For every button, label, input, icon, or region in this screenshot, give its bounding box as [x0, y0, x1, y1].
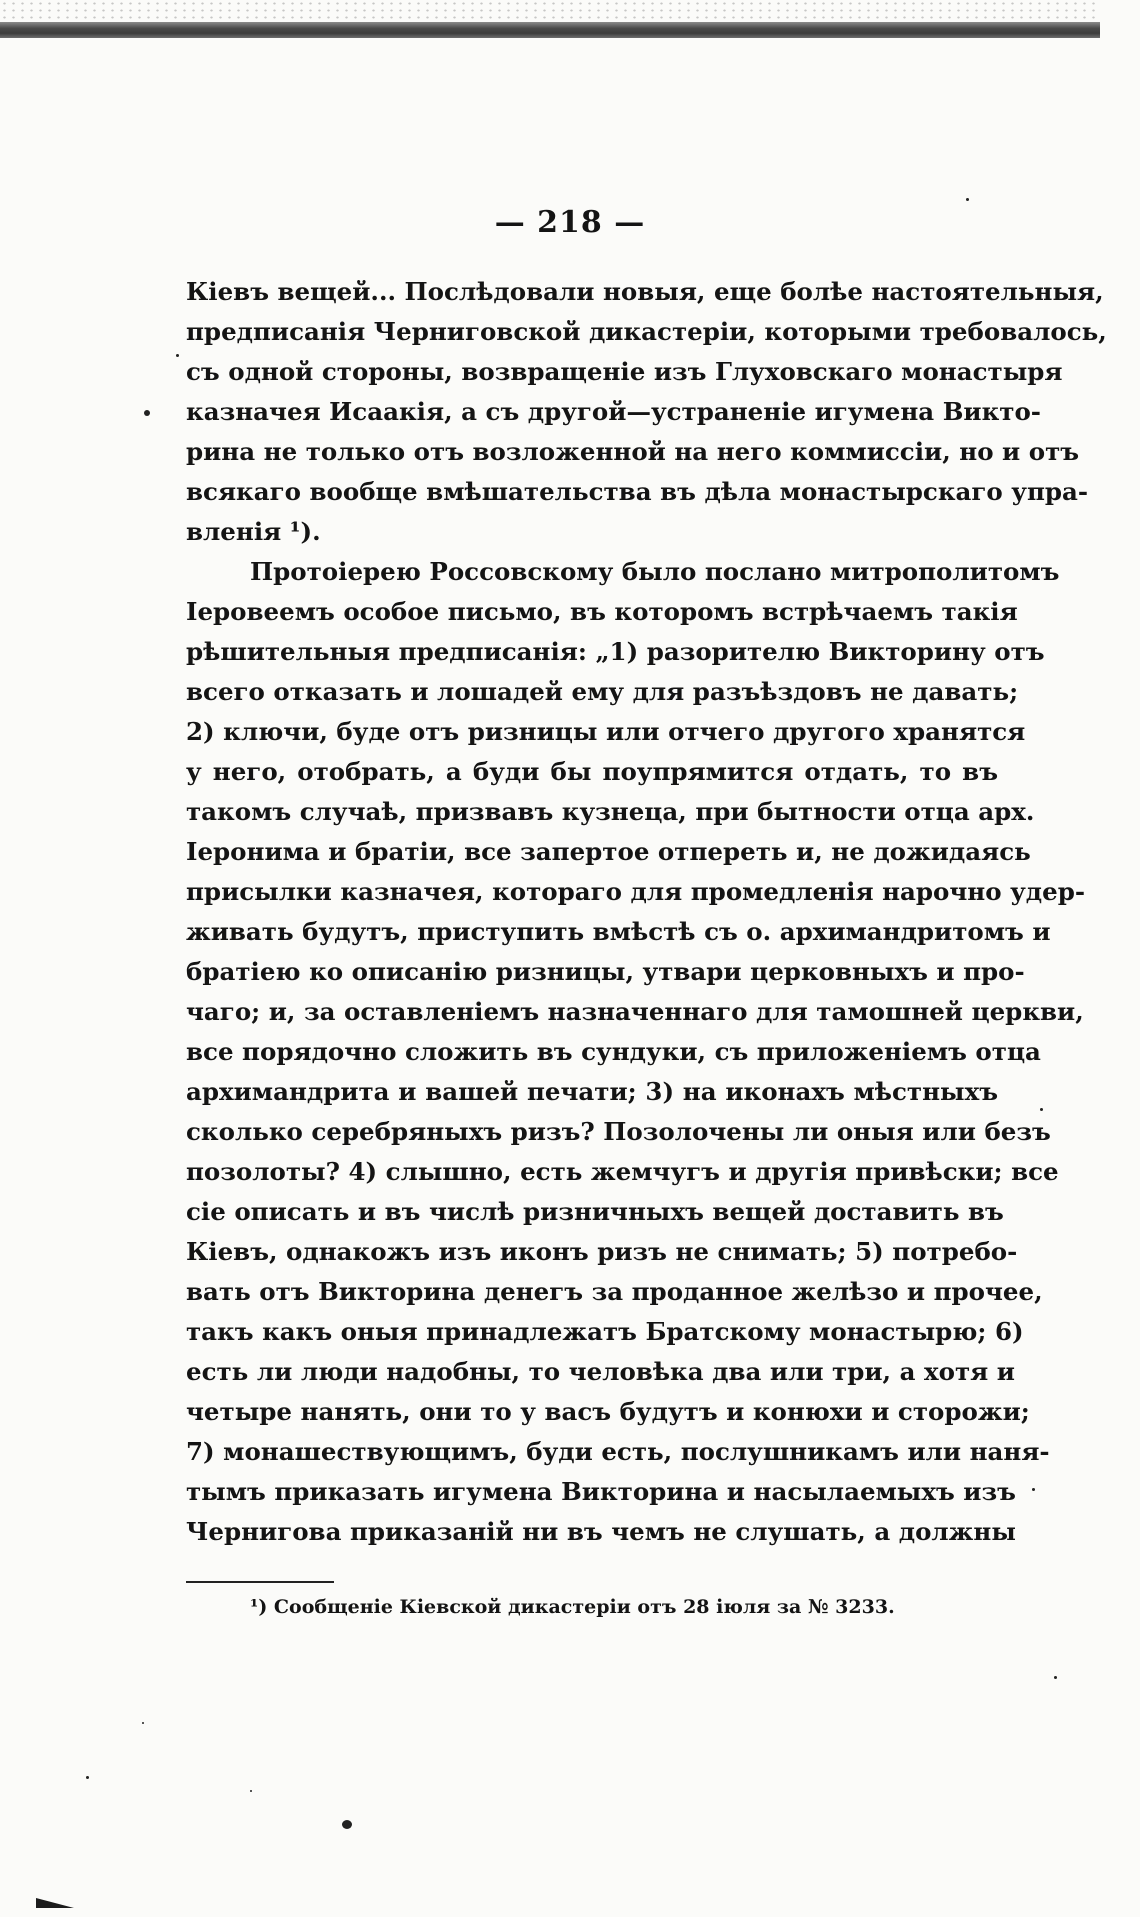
text-line: 2) ключи, буде отъ ризницы или отчего другого хранятся [186, 717, 1026, 746]
page-top-edge [0, 22, 1100, 38]
scan-speck [342, 1820, 352, 1829]
text-line: Іеронима и братіи, все запертое отпереть и, не дожидаясь [186, 837, 1031, 866]
body-text [186, 272, 1107, 1552]
text-line: сколько серебряныхъ ризъ? Позолочены ли оныя или безъ [186, 1117, 1051, 1146]
scan-speck [966, 198, 969, 201]
text-line: такъ какъ оныя принадлежатъ Братскому монастырю; 6) [186, 1317, 1024, 1346]
scan-speck [1040, 1108, 1043, 1111]
footnote-rule [186, 1581, 334, 1583]
text-line: есть ли люди надобны, то человѣка два или три, а хотя и [186, 1357, 1015, 1386]
page-top-speckle [0, 0, 1100, 22]
scan-speck [142, 1722, 144, 1724]
text-line: Кіевъ, однакожъ изъ иконъ ризъ не снимать; 5) потребо- [186, 1237, 1018, 1266]
text-line: предписанія Черниговской дикастеріи, которыми требовалось, [186, 317, 1107, 346]
text-line: вать отъ Викторина денегъ за проданное желѣзо и прочее, [186, 1277, 1043, 1306]
footnote: ¹) Сообщеніе Кіевской дикастеріи отъ 28 іюля за № 3233. [250, 1596, 895, 1618]
text-line: все порядочно сложить въ сундуки, съ приложеніемъ отца [186, 1037, 1041, 1066]
text-line: вленія ¹). [186, 517, 321, 546]
page-number: — 218 — [494, 205, 646, 240]
scan-speck [1054, 1676, 1057, 1679]
text-line: позолоты? 4) слышно, есть жемчугъ и другія привѣски; все [186, 1157, 1059, 1186]
text-line: Чернигова приказаній ни въ чемъ не слушать, а должны [186, 1517, 1016, 1546]
text-line: архимандрита и вашей печати; 3) на иконахъ мѣстныхъ [186, 1077, 998, 1106]
text-line: съ одной стороны, возвращеніе изъ Глуховскаго монастыря [186, 357, 1063, 386]
text-line: тымъ приказать игумена Викторина и насылаемыхъ изъ [186, 1477, 1016, 1506]
text-line: казначея Исаакія, а съ другой—устраненіе игумена Викто- [186, 397, 1041, 426]
text-line: рина не только отъ возложенной на него коммиссіи, но и отъ [186, 437, 1080, 466]
text-line: такомъ случаѣ, призвавъ кузнеца, при бытности отца арх. [186, 797, 1035, 826]
text-line: 7) монашествующимъ, буди есть, послушникамъ или наня- [186, 1437, 1050, 1466]
scan-speck [86, 1776, 89, 1779]
scan-speck [176, 354, 179, 357]
text-line: у него, отобрать, а буди бы поупрямится отдать, то въ [186, 757, 998, 786]
text-line: присылки казначея, котораго для промедленія нарочно удер- [186, 877, 1085, 906]
scan-speck [144, 410, 150, 416]
text-line: сіе описать и въ числѣ ризничныхъ вещей доставить въ [186, 1197, 1004, 1226]
text-line: четыре нанять, они то у васъ будутъ и конюхи и сторожи; [186, 1397, 1030, 1426]
text-line: чаго; и, за оставленіемъ назначеннаго для тамошней церкви, [186, 997, 1084, 1026]
paragraph-start-line: Протоіерею Россовскому было послано митрополитомъ [250, 557, 1060, 586]
text-line: Кіевъ вещей... Послѣдовали новыя, еще болѣе настоятельныя, [186, 277, 1104, 306]
text-line: Іеровеемъ особое письмо, въ которомъ встрѣчаемъ такія [186, 597, 1018, 626]
text-line: рѣшительныя предписанія: „1) разорителю Викторину отъ [186, 637, 1045, 666]
text-line: братіею ко описанію ризницы, утвари церковныхъ и про- [186, 957, 1025, 986]
text-line: всякаго вообще вмѣшательства въ дѣла монастырскаго упра- [186, 477, 1089, 506]
scan-corner-mark [36, 1898, 74, 1908]
text-line: живать будутъ, приступить вмѣстѣ съ о. архимандритомъ и [186, 917, 1051, 946]
scan-speck [250, 1790, 252, 1792]
scan-speck [1032, 1488, 1035, 1491]
text-line: всего отказать и лошадей ему для разъѣздовъ не давать; [186, 677, 1019, 706]
